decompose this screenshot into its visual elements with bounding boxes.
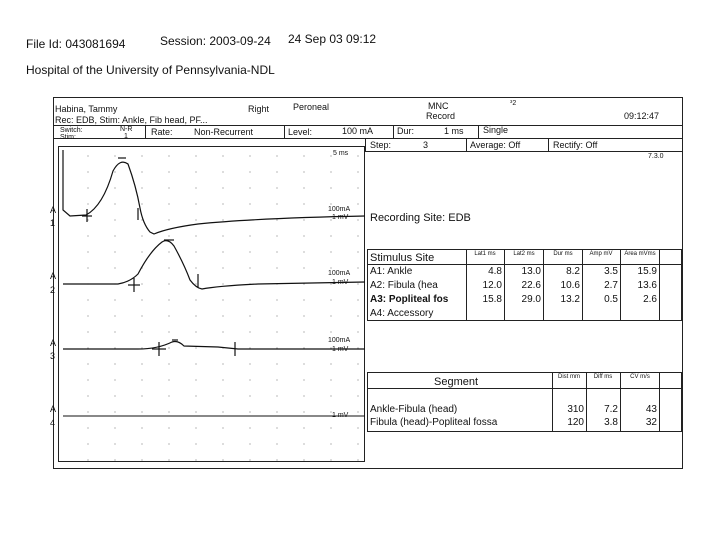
small-value: 7.3.0: [648, 153, 664, 160]
stim-row-lat1: 12.0: [482, 280, 502, 291]
settings-bottom-line: [53, 138, 365, 139]
session-date: Session: 2003-09-24: [160, 34, 271, 48]
stim-row-lat2: 29.0: [521, 294, 541, 305]
trace-grid: [87, 155, 358, 460]
seg-col-line-3: [620, 372, 621, 432]
stim-header-area: Area mVms: [624, 251, 656, 257]
stim-col-line-2: [504, 249, 505, 321]
stim-row-dur: 10.6: [560, 280, 580, 291]
stim-header-lat1: Lat1 ms: [474, 251, 496, 257]
stim-row-area: 13.6: [637, 280, 657, 291]
rectify-setting: Rectify: Off: [553, 140, 598, 150]
seg-col-line-2: [586, 372, 587, 432]
stim-row-area: 2.6: [643, 294, 657, 305]
stim-header-dur: Dur ms: [553, 251, 573, 257]
seg-row-diff: 3.8: [604, 417, 618, 428]
settings-divider-3: [393, 125, 394, 138]
seg-row-cv: 43: [645, 404, 657, 415]
stim-label: Stim:: [60, 134, 76, 141]
stim-col-line-1: [466, 249, 467, 321]
seg-col-line-1: [552, 372, 553, 432]
dur-value: 1 ms: [444, 126, 464, 136]
stim-row-dur: 8.2: [566, 266, 580, 277]
level-value: 100 mA: [342, 126, 374, 136]
segment-header-line: [367, 388, 682, 389]
stim-row-site: A4: Accessory: [370, 308, 434, 319]
stim-value: 1: [124, 133, 128, 140]
stim-row-amp: 3.5: [604, 266, 618, 277]
stimulus-header-line: [367, 264, 682, 265]
channel-a4-number: 4: [50, 418, 56, 428]
rec-stim-info: Rec: EDB, Stim: Ankle, Fib head, PF...: [55, 115, 208, 125]
step-label: Step:: [370, 140, 392, 150]
channel-a1-stim: 100mA: [328, 206, 351, 213]
channel-a3-stim: 100mA: [328, 337, 351, 344]
channel-a2-letter: A: [50, 271, 57, 281]
level-label: Level:: [288, 127, 313, 137]
stim-row-area: 15.9: [637, 266, 657, 277]
recording-site: Recording Site: EDB: [370, 212, 471, 224]
latency-markers: [82, 158, 235, 356]
nerve: Peroneal: [293, 102, 330, 112]
seg-col-line-4: [659, 372, 660, 432]
seg-row-segment: Fibula (head)-Popliteal fossa: [370, 417, 498, 428]
stim-col-line-4: [582, 249, 583, 321]
hospital-name: Hospital of the University of Pennsylvania-NDL: [26, 63, 275, 77]
channel-a2-gain: 1 mV: [332, 279, 349, 286]
stim-header-amp: Amp mV: [589, 251, 613, 257]
file-id: File Id: 043081694: [26, 37, 126, 51]
stim-row-lat1: 4.8: [488, 266, 502, 277]
page-number: ³2: [510, 100, 517, 107]
stim-header-lat2: Lat2 ms: [513, 251, 535, 257]
stim-header-site: Stimulus Site: [370, 252, 435, 264]
stim-row-lat1: 15.8: [482, 294, 502, 305]
side: Right: [248, 104, 270, 114]
record-time: 09:12:47: [624, 111, 660, 121]
stim-row-site: A1: Ankle: [370, 266, 413, 277]
channel-a4-letter: A: [50, 404, 57, 414]
channel-a1-gain: 1 mV: [332, 214, 349, 221]
average-setting: Average: Off: [470, 140, 521, 150]
step-divider-2: [548, 138, 549, 152]
switch-value: N-R: [120, 126, 133, 133]
step-row: [365, 138, 683, 152]
stim-col-line-3: [543, 249, 544, 321]
stim-row-amp: 0.5: [604, 294, 618, 305]
step-value: 3: [423, 140, 429, 150]
channel-a3-letter: A: [50, 338, 57, 348]
seg-header-diff: Diff ms: [593, 374, 613, 380]
dur-label: Dur:: [397, 126, 415, 136]
timebase-label: 5 ms: [333, 150, 349, 157]
seg-header-dist: Dist mm: [558, 374, 580, 380]
stim-col-line-5: [620, 249, 621, 321]
channel-a1-letter: A: [50, 205, 57, 215]
channel-a3-gain: 1 mV: [332, 346, 349, 353]
seg-header-cv: CV m/s: [630, 374, 650, 380]
test-mode-record: Record: [426, 111, 456, 121]
seg-row-cv: 32: [645, 417, 657, 428]
rate-label: Rate:: [151, 127, 173, 137]
seg-row-diff: 7.2: [604, 404, 618, 415]
stim-row-site: A2: Fibula (hea: [370, 280, 438, 291]
seg-header-segment: Segment: [434, 376, 479, 388]
stim-col-line-6: [659, 249, 660, 321]
step-divider-1: [466, 138, 467, 152]
stim-row-amp: 2.7: [604, 280, 618, 291]
seg-row-dist: 120: [567, 417, 584, 428]
waveform-traces: [58, 146, 365, 462]
trace-a3: [63, 342, 365, 350]
channel-a2-stim: 100mA: [328, 270, 351, 277]
channel-a3-number: 3: [50, 351, 56, 361]
channel-a2-number: 2: [50, 285, 56, 295]
settings-divider-2: [284, 125, 285, 138]
channel-a1-number: 1: [50, 218, 56, 228]
session-datetime: 24 Sep 03 09:12: [288, 32, 377, 46]
switch-label: Switch:: [60, 127, 83, 134]
trace-a1: [63, 150, 365, 234]
channel-a4-gain: 1 mV: [332, 412, 349, 419]
patient-name: Habina, Tammy: [55, 104, 118, 114]
stim-row-lat2: 13.0: [521, 266, 541, 277]
trace-a2: [63, 241, 365, 289]
test-mode: MNC: [428, 101, 449, 111]
seg-row-dist: 310: [567, 404, 584, 415]
rate-value: Non-Recurrent: [194, 127, 254, 137]
stim-row-lat2: 22.6: [521, 280, 541, 291]
settings-divider-4: [478, 125, 479, 138]
single-mode: Single: [483, 125, 509, 135]
stim-row-dur: 13.2: [560, 294, 580, 305]
stim-row-site: A3: Popliteal fos: [370, 294, 449, 305]
seg-row-segment: Ankle-Fibula (head): [370, 404, 458, 415]
settings-divider-1: [145, 125, 146, 138]
